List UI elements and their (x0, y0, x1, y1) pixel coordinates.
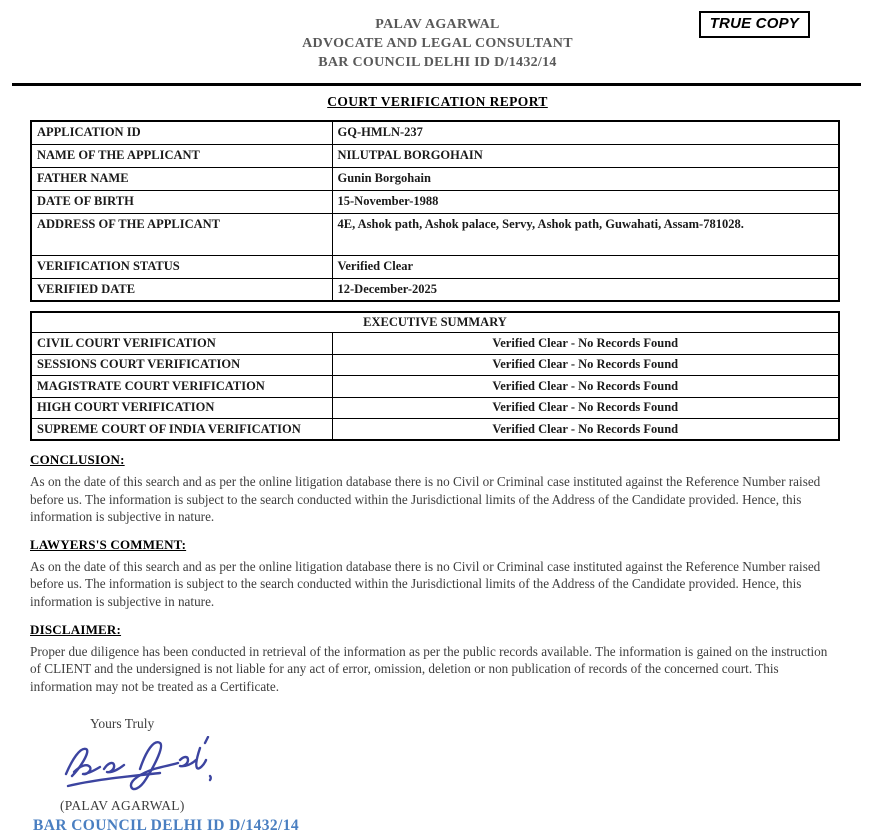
table-row (31, 121, 839, 144)
signer-name: (PALAV AGARWAL) (60, 798, 185, 814)
table-row (31, 213, 839, 255)
table-row (31, 190, 839, 213)
row-label: VERIFICATION STATUS (31, 255, 332, 278)
table-row (31, 144, 839, 167)
row-value: 4E, Ashok path, Ashok palace, Servy, Ashok path, Guwahati, Assam-781028. (332, 213, 839, 255)
advocate-bar-id: BAR COUNCIL DELHI ID D/1432/14 (318, 55, 557, 70)
row-label: SESSIONS COURT VERIFICATION (31, 354, 332, 376)
section-conclusion (30, 452, 845, 526)
row-label: SUPREME COURT OF INDIA VERIFICATION (31, 419, 332, 441)
row-value: NILUTPAL BORGOHAIN (332, 144, 839, 167)
section-disclaimer (30, 622, 845, 696)
report-title (30, 93, 845, 111)
header-divider (12, 83, 861, 86)
table-row (31, 397, 839, 419)
row-value: 15-November-1988 (332, 190, 839, 213)
table-row (31, 354, 839, 376)
row-value: 12-December-2025 (332, 278, 839, 301)
table-row (31, 167, 839, 190)
section-heading: DISCLAIMER: (30, 621, 122, 637)
executive-summary-table (30, 311, 840, 441)
row-label: NAME OF THE APPLICANT (31, 144, 332, 167)
signature-image (50, 736, 845, 796)
applicant-details-table (30, 120, 840, 302)
row-label: APPLICATION ID (31, 121, 332, 144)
report-title-text: COURT VERIFICATION REPORT (327, 94, 548, 109)
advocate-role: ADVOCATE AND LEGAL CONSULTANT (302, 36, 573, 51)
row-label: FATHER NAME (31, 167, 332, 190)
row-label: CIVIL COURT VERIFICATION (31, 333, 332, 355)
section-body: As on the date of this search and as per the online litigation database there is no Civil or Criminal case instituted against the Reference Number raised before us. The information is subject to the search conducted within the Jurisdictional limits of the Address of the Candidate provided. Hence, this information is subjective in nature. (30, 474, 821, 525)
row-value: Verified Clear - No Records Found (332, 397, 839, 419)
section-heading: CONCLUSION: (30, 452, 125, 467)
summary-title: EXECUTIVE SUMMARY (31, 312, 839, 333)
row-label: DATE OF BIRTH (31, 190, 332, 213)
row-value: Verified Clear - No Records Found (332, 354, 839, 376)
row-value: Verified Clear - No Records Found (332, 419, 839, 441)
true-copy-stamp (699, 11, 810, 38)
signer-bar-id: BAR COUNCIL DELHI ID D/1432/14 (33, 817, 300, 835)
row-label: ADDRESS OF THE APPLICANT (31, 213, 332, 255)
row-value: Verified Clear - No Records Found (332, 333, 839, 355)
table-row (31, 278, 839, 301)
true-copy-label: TRUE COPY (709, 15, 799, 32)
row-value: GQ-HMLN-237 (332, 121, 839, 144)
section-body: As on the date of this search and as per the online litigation database there is no Civil or Criminal case instituted against the Reference Number raised before us. The information is subject to the search conducted within the Jurisdictional limits of the Address of the Candidate provided. Hence, this information is subjective in nature. (30, 558, 821, 609)
table-row (31, 255, 839, 278)
section-heading: LAWYERS'S COMMENT: (30, 536, 187, 552)
section-body: Proper due diligence has been conducted in retrieval of the information as per the public records available. The information is gained on the instruction of CLIENT and the undersigned is not liable for any act of error, omission, deletion or non publication of records of the concerned court. This information may not be treated as a Certificate. (30, 643, 828, 694)
row-value: Gunin Borgohain (332, 167, 839, 190)
row-label: VERIFIED DATE (31, 278, 332, 301)
closing-text: Yours Truly (90, 716, 155, 732)
table-row (31, 419, 839, 441)
row-value: Verified Clear (332, 255, 839, 278)
row-value: Verified Clear - No Records Found (332, 376, 839, 398)
signature-scribble-icon (50, 736, 220, 796)
row-label: HIGH COURT VERIFICATION (31, 397, 332, 419)
row-label: MAGISTRATE COURT VERIFICATION (31, 376, 332, 398)
summary-header-row (31, 312, 839, 333)
section-lawyers-comment (30, 537, 845, 611)
table-row (31, 333, 839, 355)
table-row (31, 376, 839, 398)
advocate-name: PALAV AGARWAL (375, 17, 500, 32)
